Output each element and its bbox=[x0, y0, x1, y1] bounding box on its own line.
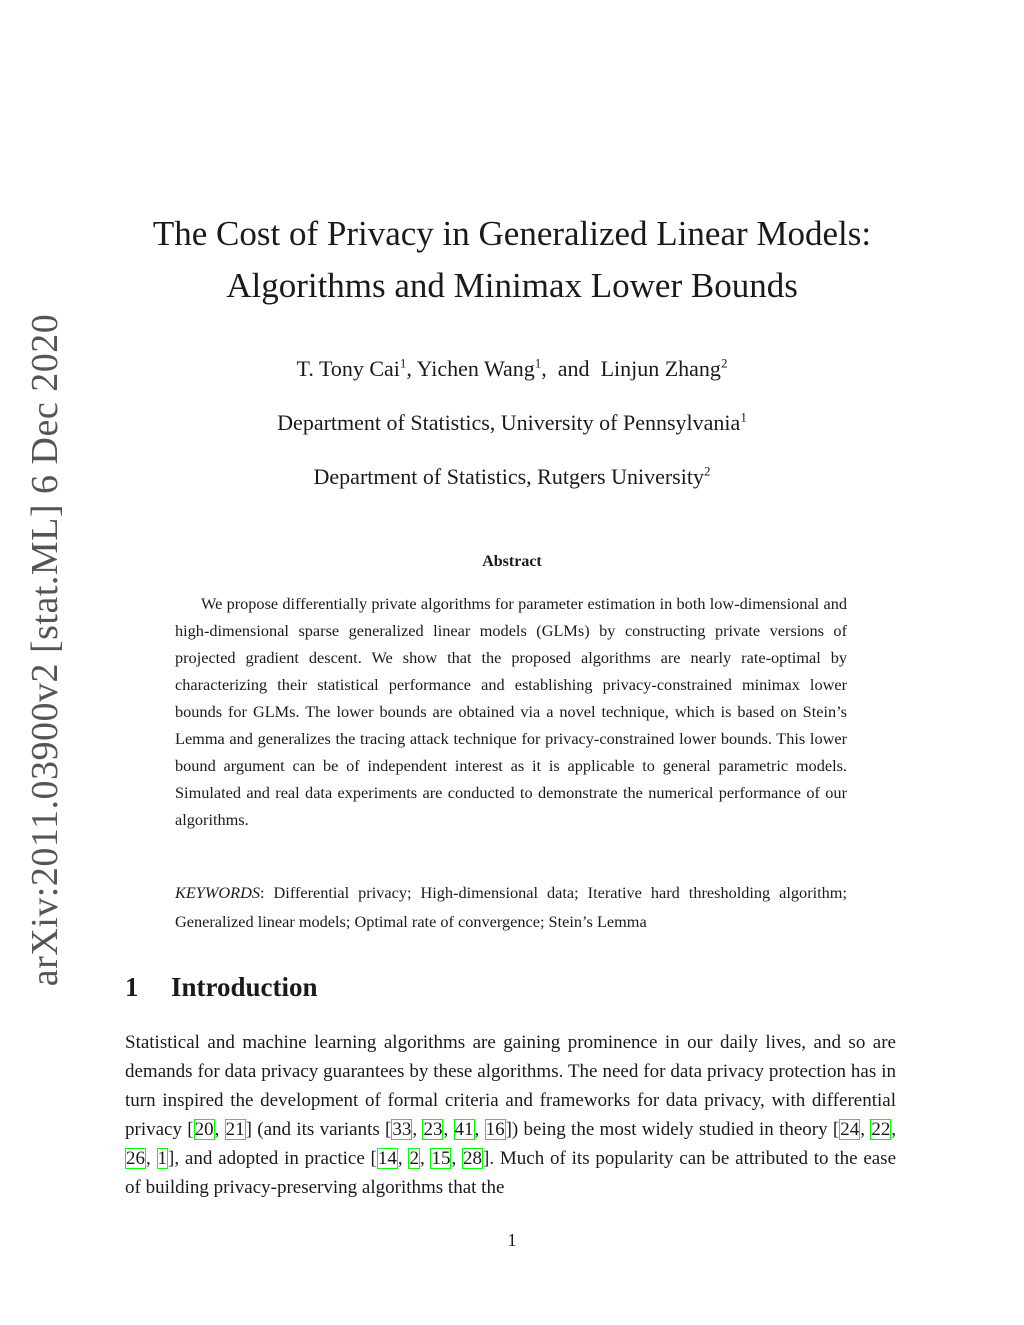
affiliation-2 bbox=[100, 464, 924, 490]
author-list bbox=[100, 356, 924, 382]
section-number: 1 bbox=[125, 972, 139, 1002]
citation-link[interactable]: 41 bbox=[454, 1119, 474, 1140]
intro-text: ]. Much of its popularity can be attributed to the ease of building privacy-preserving algorithms that the bbox=[125, 1148, 897, 1198]
section-title: Introduction bbox=[171, 972, 318, 1002]
author-1-affiliation-mark: 1 bbox=[399, 355, 407, 371]
author-2-affiliation-mark: 1 bbox=[534, 355, 542, 371]
introduction-paragraph: Statistical and machine learning algorithms are gaining prominence in our daily lives, and so are demands for data privacy guarantees by these algorithms. The need for data privacy protection has in turn inspired the development of formal criteria and frameworks for data privacy, with differential privacy [20, 21] (and its variants [33, 23, 41, 16]) being the most widely studied in theory [24, 22, 26, 1], and adopted in practice [14, 2, 15, 28]. Much of its popularity can be attributed to the ease of building privacy-preserving algorithms that the bbox=[125, 1032, 897, 1198]
page-number: 1 bbox=[507, 1230, 517, 1250]
author-3: Linjun Zhang bbox=[600, 356, 721, 381]
citation-link[interactable]: 24 bbox=[840, 1119, 860, 1140]
abstract-heading: Abstract bbox=[482, 553, 542, 570]
keywords bbox=[175, 878, 847, 936]
author-2: Yichen Wang bbox=[416, 356, 535, 381]
author-separator-2: , and bbox=[541, 356, 601, 381]
citation-link[interactable]: 16 bbox=[485, 1119, 505, 1140]
intro-text: Statistical and machine learning algorithms are gaining prominence in our daily lives, and so are demands for data privacy guarantees by these algorithms. The need for data privacy protection has in turn inspired the development of formal criteria and frameworks for data privacy, with differential privacy [ bbox=[125, 1032, 896, 1140]
keywords-text: : Differential privacy; High-dimensional data; Iterative hard thresholding algorithm; Generalized linear models; Optimal rate of convergence; Stein’s Lemma bbox=[175, 883, 847, 931]
affiliation-2-text: Department of Statistics, Rutgers University bbox=[313, 464, 704, 489]
arxiv-identifier: arXiv:2011.03900v2 [stat.ML] 6 Dec 2020 bbox=[24, 313, 66, 987]
affiliation-1-text: Department of Statistics, University of Pennsylvania bbox=[277, 410, 741, 435]
intro-text: ], and adopted in practice [ bbox=[168, 1148, 377, 1169]
affiliation-1 bbox=[100, 410, 924, 436]
keywords-label: KEYWORDS bbox=[175, 883, 261, 902]
citation-link[interactable]: 2 bbox=[409, 1148, 419, 1169]
title-line-2: Algorithms and Minimax Lower Bounds bbox=[226, 266, 798, 305]
paper-title bbox=[100, 208, 924, 312]
intro-text: ]) being the most widely studied in theory [ bbox=[505, 1119, 840, 1140]
intro-text: ] (and its variants [ bbox=[245, 1119, 392, 1140]
citation-link[interactable]: 33 bbox=[392, 1119, 412, 1140]
title-line-1: The Cost of Privacy in Generalized Linear Models: bbox=[152, 214, 872, 253]
citation-link[interactable]: 26 bbox=[126, 1148, 145, 1169]
citation-link[interactable]: 14 bbox=[377, 1148, 397, 1169]
citation-link[interactable]: 21 bbox=[225, 1119, 245, 1140]
author-separator-1: , bbox=[406, 356, 417, 381]
citation-link[interactable]: 22 bbox=[871, 1119, 891, 1140]
citation-link[interactable]: 1 bbox=[157, 1148, 168, 1169]
citation-link[interactable]: 15 bbox=[431, 1148, 451, 1169]
citation-link[interactable]: 28 bbox=[463, 1148, 483, 1169]
section-heading bbox=[125, 972, 318, 1003]
author-1: T. Tony Cai bbox=[296, 356, 400, 381]
abstract-body: We propose differentially private algorithms for parameter estimation in both low-dimensional and high-dimensional sparse generalized linear models (GLMs) by constructing private versions of projected gradient descent. We show that the proposed algorithms are nearly rate-optimal by characterizing their statistical performance and establishing privacy-constrained minimax lower bounds for GLMs. The lower bounds are obtained via a novel technique, which is based on Stein’s Lemma and generalizes the tracing attack technique for privacy-constrained lower bounds. This lower bound argument can be of independent interest as it is applicable to general parametric models. Simulated and real data experiments are conducted to demonstrate the numerical performance of our algorithms. bbox=[175, 594, 847, 829]
author-3-affiliation-mark: 2 bbox=[720, 355, 728, 371]
citation-link[interactable]: 20 bbox=[194, 1119, 214, 1140]
affiliation-2-mark: 2 bbox=[703, 463, 711, 479]
citation-link[interactable]: 23 bbox=[423, 1119, 443, 1140]
affiliation-1-mark: 1 bbox=[740, 409, 747, 425]
